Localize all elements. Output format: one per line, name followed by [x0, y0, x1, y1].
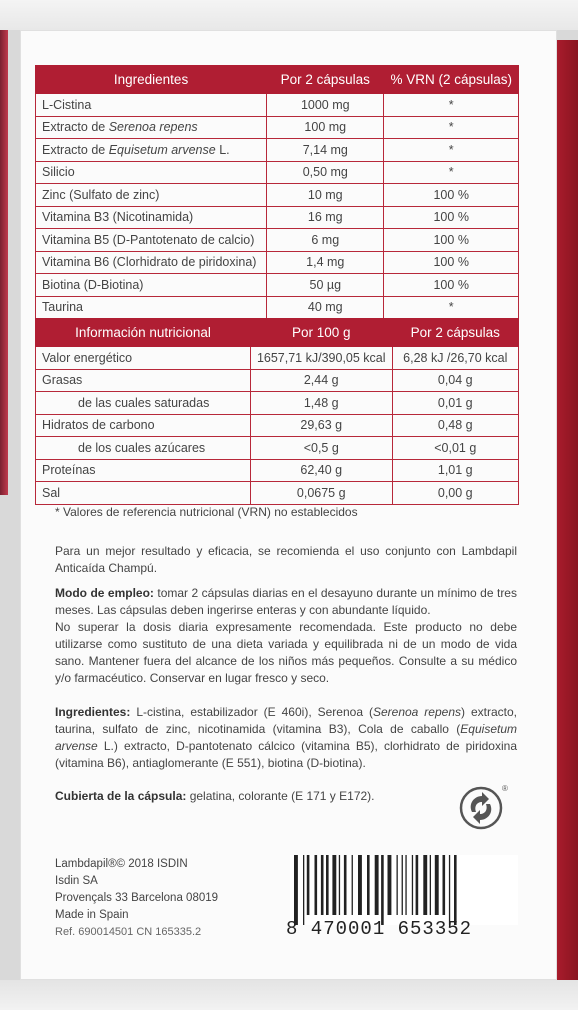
- nutrient-per-100g: 62,40 g: [250, 459, 392, 482]
- ingredient-name-text: Zinc (Sulfato de zinc): [42, 187, 160, 202]
- header-per-100g: Por 100 g: [250, 319, 392, 347]
- ingredient-name: [36, 116, 267, 139]
- barcode-bar: [332, 855, 336, 915]
- ingredient-amount: 16 mg: [267, 206, 384, 229]
- origin: Made in Spain: [55, 909, 129, 921]
- ingredients-text-part: L-cistina, estabilizador (E 460i), Serenoa (: [130, 705, 373, 719]
- barcode-bar: [381, 855, 384, 925]
- nutrient-per-2-capsules: <0,01 g: [392, 437, 518, 460]
- ingredient-amount: 50 µg: [267, 274, 384, 297]
- vrn-footnote: * Valores de referencia nutricional (VRN) no establecidos: [55, 505, 358, 519]
- header-per-2-capsules: Por 2 cápsulas: [267, 66, 384, 94]
- header-per-2-capsules: Por 2 cápsulas: [392, 319, 518, 347]
- barcode-bar: [443, 855, 446, 915]
- barcode-bar: [358, 855, 362, 915]
- ingredient-row: [36, 139, 519, 162]
- header-vrn: % VRN (2 cápsulas): [384, 66, 519, 94]
- company-address: Provençals 33 Barcelona 08019: [55, 892, 219, 904]
- barcode-bar: [388, 855, 392, 915]
- ingredient-name: [36, 94, 267, 117]
- barcode-bar: [352, 855, 353, 915]
- header-nutrition-info: Información nutricional: [36, 319, 251, 347]
- barcode-bar: [321, 855, 324, 915]
- ingredients-text-part: ) extracto, taurina, sulfato de zinc, nicotinamida (vitamina B3), Cola de caballo (: [55, 705, 517, 736]
- recommendation-text: Para un mejor resultado y eficacia, se recomienda el uso conjunto con Lambdapil Anticaída Champú.: [55, 544, 517, 575]
- ingredient-row: [36, 274, 519, 297]
- ingredients-table: [35, 65, 519, 319]
- box-top-edge: [0, 0, 578, 30]
- barcode: [290, 855, 518, 925]
- reference-codes: Ref. 690014501 CN 165335.2: [55, 926, 202, 938]
- ingredient-vrn: 100 %: [384, 229, 519, 252]
- ingredient-row: [36, 184, 519, 207]
- barcode-bar: [405, 855, 406, 915]
- ingredient-row: [36, 161, 519, 184]
- header-ingredients: Ingredientes: [36, 66, 267, 94]
- usage-text: tomar 2 cápsulas diarias en el desayuno durante un mínimo de tres meses. Las cápsulas deben ingerirse enteras y con abundante líquido.: [55, 586, 517, 617]
- ingredient-vrn: *: [384, 296, 519, 319]
- ingredient-name-text: Taurina: [42, 300, 83, 315]
- ingredients-text-italic: Equisetum arvense: [55, 722, 517, 753]
- nutrient-per-100g: 1657,71 kJ/390,05 kcal: [250, 347, 392, 370]
- ingredient-name-text: Extracto de: [42, 120, 109, 135]
- nutrition-row: [36, 482, 519, 505]
- ingredient-amount: 10 mg: [267, 184, 384, 207]
- ingredient-amount: 7,14 mg: [267, 139, 384, 162]
- ingredient-amount: 1000 mg: [267, 94, 384, 117]
- company-info: [55, 856, 218, 941]
- box-side-left: [0, 30, 8, 495]
- ingredient-vrn: *: [384, 161, 519, 184]
- barcode-bar: [375, 855, 379, 915]
- green-dot-recycle-icon: [458, 782, 506, 830]
- nutrient-label: de las cuales saturadas: [36, 392, 251, 415]
- barcode-bar: [435, 855, 439, 915]
- usage-section: [55, 585, 517, 687]
- nutrition-row: [36, 347, 519, 370]
- ingredients-label: Ingredientes:: [55, 705, 131, 719]
- barcode-bar: [423, 855, 427, 915]
- nutrition-table-header: [36, 319, 519, 347]
- nutrient-label: de los cuales azúcares: [36, 437, 251, 460]
- barcode-digits: 8 470001 653352: [286, 918, 473, 940]
- company-name: Isdin SA: [55, 875, 98, 887]
- ingredient-name-text: Vitamina B6 (Clorhidrato de piridoxina): [42, 255, 257, 270]
- ingredient-amount: 1,4 mg: [267, 251, 384, 274]
- capsule-label: Cubierta de la cápsula:: [55, 789, 187, 803]
- ingredient-vrn: *: [384, 116, 519, 139]
- ingredient-name-italic: Equisetum arvense: [108, 142, 216, 157]
- nutrient-label: Valor energético: [36, 347, 251, 370]
- nutrient-per-100g: 0,0675 g: [250, 482, 392, 505]
- barcode-bar: [339, 855, 340, 915]
- ingredient-name: [36, 206, 267, 229]
- usage-label: Modo de empleo:: [55, 586, 154, 600]
- nutrition-table: [35, 318, 519, 505]
- nutrition-row: [36, 392, 519, 415]
- ingredient-amount: 100 mg: [267, 116, 384, 139]
- nutrition-row: [36, 437, 519, 460]
- nutrient-label: Hidratos de carbono: [36, 414, 251, 437]
- nutrient-per-100g: 2,44 g: [250, 369, 392, 392]
- barcode-bar: [303, 855, 304, 925]
- barcode-bar: [326, 855, 329, 915]
- ingredient-name-italic: Serenoa repens: [108, 120, 198, 135]
- ingredient-name: [36, 229, 267, 252]
- nutrient-per-100g: 29,63 g: [250, 414, 392, 437]
- box-side-right: [557, 40, 578, 980]
- nutrition-row: [36, 414, 519, 437]
- nutrient-label: Sal: [36, 482, 251, 505]
- barcode-bar: [344, 855, 347, 915]
- usage-warning: No superar la dosis diaria expresamente recomendada. Este producto no debe utilizarse como sustituto de una dieta variada y equilibrada ni de un modo de vida sano. Mantener fuera del alcance de los niños más pequeños. Consulte a su médico y/o farmacéutico. Conservar en lugar fresco y seco.: [55, 620, 517, 685]
- barcode-bar: [367, 855, 370, 915]
- barcode-bar: [454, 855, 457, 925]
- ingredient-vrn: 100 %: [384, 184, 519, 207]
- ingredient-vrn: 100 %: [384, 206, 519, 229]
- ingredient-name-text: Extracto de: [42, 142, 109, 157]
- capsule-section: [55, 788, 517, 805]
- nutrient-label: Grasas: [36, 369, 251, 392]
- nutrient-per-100g: <0,5 g: [250, 437, 392, 460]
- ingredient-name-text: Biotina (D-Biotina): [42, 277, 144, 292]
- ingredient-name: [36, 274, 267, 297]
- ingredient-vrn: 100 %: [384, 274, 519, 297]
- ingredients-text-part: L.) extracto, D-pantotenato cálcico (vitamina B5), clorhidrato de piridoxina (vitamina B6), antiaglomerante (E 551), biotina (D-biotina).: [55, 739, 517, 770]
- ingredient-amount: 0,50 mg: [267, 161, 384, 184]
- ingredients-section: [55, 704, 517, 772]
- barcode-bar: [402, 855, 403, 915]
- barcode-bar: [412, 855, 413, 915]
- capsule-text: gelatina, colorante (E 171 y E172).: [186, 789, 375, 803]
- ingredient-row: [36, 116, 519, 139]
- barcode-bar: [416, 855, 419, 915]
- barcode-bar: [430, 855, 431, 915]
- ingredient-amount: 40 mg: [267, 296, 384, 319]
- ingredient-name: [36, 184, 267, 207]
- barcode-bar: [315, 855, 318, 915]
- barcode-bar: [294, 855, 298, 925]
- ingredient-name-text: L-Cistina: [42, 97, 92, 112]
- box-bottom-edge: [0, 980, 578, 1010]
- ingredient-vrn: *: [384, 94, 519, 117]
- ingredient-name-suffix: L.: [215, 142, 230, 157]
- registered-mark: ®: [502, 784, 508, 793]
- ingredient-name: [36, 251, 267, 274]
- ingredient-row: [36, 229, 519, 252]
- ingredient-row: [36, 296, 519, 319]
- nutrient-per-2-capsules: 1,01 g: [392, 459, 518, 482]
- ingredient-name-text: Vitamina B5 (D-Pantotenato de calcio): [42, 232, 255, 247]
- ingredient-vrn: 100 %: [384, 251, 519, 274]
- ingredient-vrn: *: [384, 139, 519, 162]
- barcode-bar: [307, 855, 310, 915]
- ingredient-row: [36, 251, 519, 274]
- nutrient-per-2-capsules: 0,48 g: [392, 414, 518, 437]
- nutrient-label: Proteínas: [36, 459, 251, 482]
- ingredients-text-italic: Serenoa repens: [372, 705, 461, 719]
- ingredient-name: [36, 139, 267, 162]
- nutrient-per-100g: 1,48 g: [250, 392, 392, 415]
- ingredient-amount: 6 mg: [267, 229, 384, 252]
- brand-copyright: Lambdapil®© 2018 ISDIN: [55, 858, 188, 870]
- nutrition-row: [36, 459, 519, 482]
- barcode-bar: [397, 855, 398, 915]
- nutrient-per-2-capsules: 0,01 g: [392, 392, 518, 415]
- ingredients-table-header: [36, 66, 519, 94]
- ingredient-name: [36, 161, 267, 184]
- ingredient-name-text: Vitamina B3 (Nicotinamida): [42, 210, 194, 225]
- ingredient-row: [36, 94, 519, 117]
- nutrient-per-2-capsules: 0,00 g: [392, 482, 518, 505]
- nutrition-row: [36, 369, 519, 392]
- nutrient-per-2-capsules: 0,04 g: [392, 369, 518, 392]
- barcode-bar: [449, 855, 450, 925]
- ingredient-name: [36, 296, 267, 319]
- nutrient-per-2-capsules: 6,28 kJ /26,70 kcal: [392, 347, 518, 370]
- ingredient-name-text: Silicio: [42, 165, 75, 180]
- ingredient-row: [36, 206, 519, 229]
